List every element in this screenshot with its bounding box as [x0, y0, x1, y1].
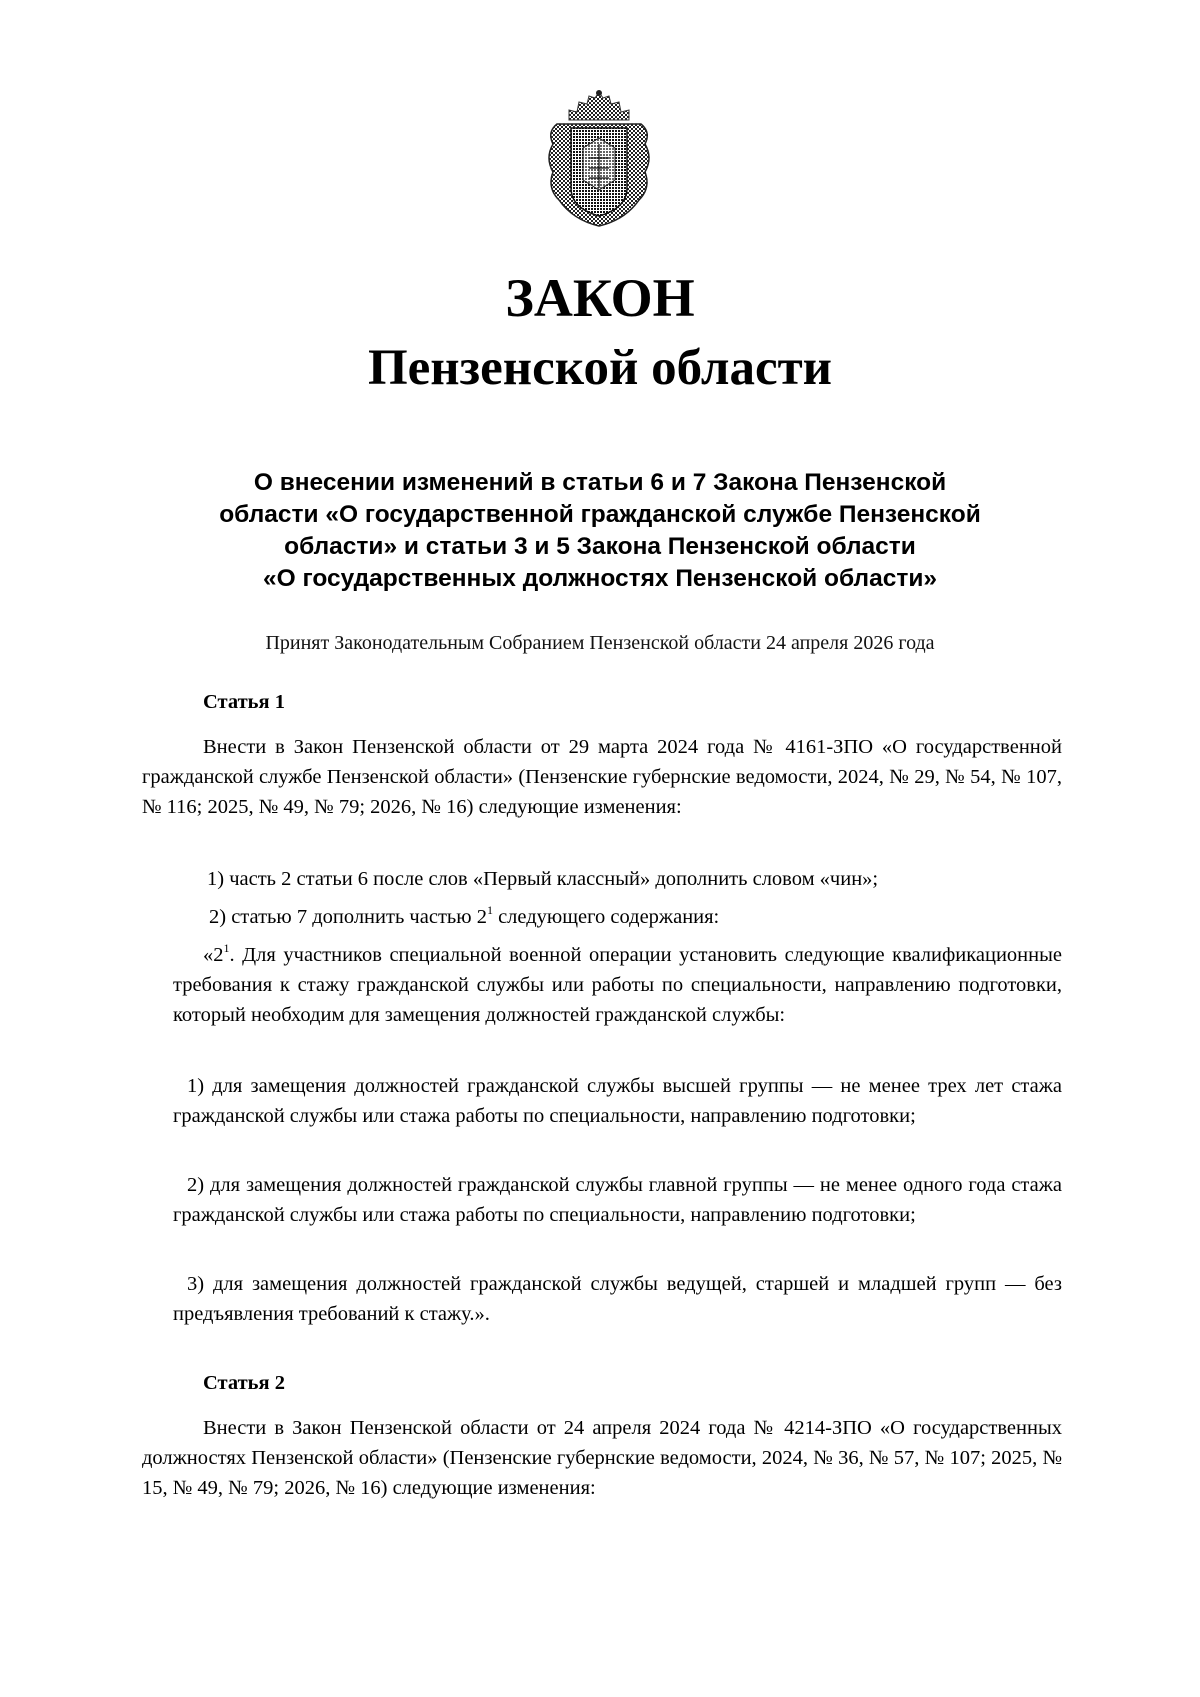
sub-item-text: 1) для замещения должностей гражданской службы высшей группы — не менее трех лет стажа гражданской службы или стажа работы по специальности, направлению подготовки;	[173, 1075, 1062, 1127]
sub-item-text: 3) для замещения должностей гражданской службы ведущей, старшей и младшей групп — без предъявления требований к стажу.».	[173, 1273, 1062, 1325]
superscript: 1	[223, 941, 230, 955]
article-1-intro-text: Внести в Закон Пензенской области от 29 марта 2024 года № 4161-ЗПО «О государственной гражданской службе Пензенской области» (Пензенские губернские ведомости, 2024, № 29, № 54, № 107, № 116; 2025, № 49, № 79; 2026, № 16) следующие изменения:	[142, 736, 1062, 818]
law-heading	[140, 467, 1060, 595]
article-2-intro	[142, 1413, 1062, 1503]
heading-line: О внесении изменений в статьи 6 и 7 Закона Пензенской	[253, 469, 947, 496]
sub-item-3	[173, 1269, 1062, 1329]
sub-item-1	[173, 1071, 1062, 1131]
article-2-intro-text: Внести в Закон Пензенской области от 24 апреля 2024 года № 4214-ЗПО «О государственных должностях Пензенской области» (Пензенские губернские ведомости, 2024, № 36, № 57, № 107; 2025, № 15, № 49, № 79; 2026, № 16) следующие изменения:	[142, 1417, 1062, 1499]
article-1-item-1: 1) часть 2 статьи 6 после слов «Первый классный» дополнить словом «чин»;	[207, 868, 879, 890]
law-title: ЗАКОН	[505, 268, 695, 328]
article-1-title: Статья 1	[203, 691, 285, 713]
coat-of-arms-icon	[543, 88, 655, 230]
heading-line: области» и статьи 3 и 5 Закона Пензенской области	[284, 533, 916, 560]
quoted-part-2-1	[173, 940, 1062, 1030]
article-1-item-2	[209, 902, 1069, 932]
item-2-text-end: следующего содержания:	[492, 906, 720, 928]
sub-item-text: 2) для замещения должностей гражданской службы главной группы — не менее одного года стажа гражданской службы или стажа работы по специальности, направлению подготовки;	[173, 1174, 1062, 1226]
adoption-note: Принят Законодательным Собранием Пензенской области 24 апреля 2026 года	[265, 632, 935, 654]
region-title: Пензенской области	[367, 340, 833, 396]
heading-line: области «О государственной гражданской службе Пензенской	[219, 501, 981, 528]
quote-open: «2	[203, 944, 224, 966]
article-1-intro	[142, 732, 1062, 822]
quote-text: . Для участников специальной военной операции установить следующие квалификационные требования к стажу гражданской службы или работы по специальности, направлению подготовки, который необходим для замещения должностей гражданской службы:	[173, 944, 1062, 1026]
superscript: 1	[486, 903, 493, 917]
item-2-text: 2) статью 7 дополнить частью 2	[209, 906, 487, 928]
article-2-title: Статья 2	[203, 1372, 285, 1394]
heading-line: «О государственных должностях Пензенской области»	[262, 565, 938, 592]
sub-item-2	[173, 1170, 1062, 1230]
